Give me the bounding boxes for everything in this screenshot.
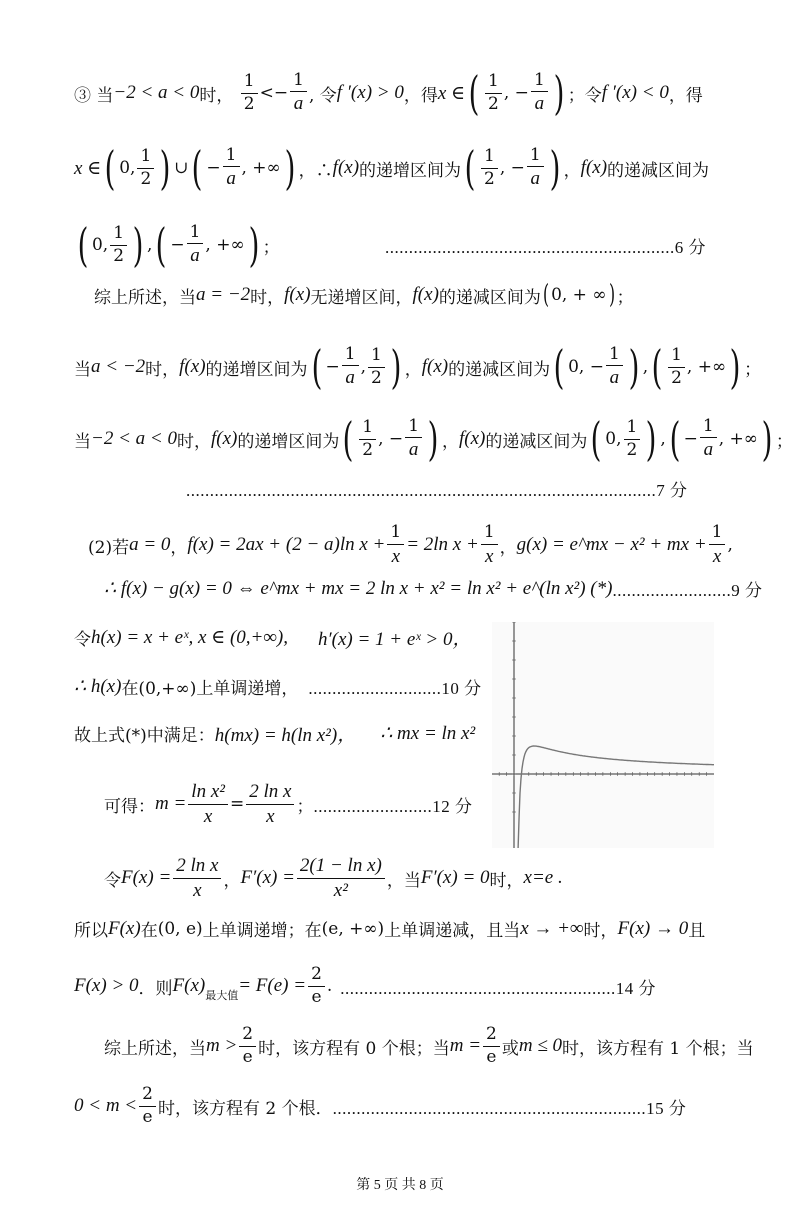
- line-F-max: F(x) > 0．则F(x)最大值= F(e) = $\frac{2}{e}$ . ..........................................................14 分: [74, 964, 657, 1007]
- line-summary-case3: 当−2 < a < 0时，f(x)的递增区间为( $\frac{1}{2}$ , − $\frac{1}{a}$ ) ，f(x)的递减区间为( 0, $\frac{1}{2}$ ) ,( − $\frac{1}{a}$ , +∞) ；: [74, 412, 793, 466]
- line-h-def: 令h(x) = x + eˣ, x ∈ (0,+∞), h′(x) = 1 + eˣ > 0，: [74, 627, 472, 650]
- line-F-monotone: 所以F(x)在(0, e)上单调递增；在(e, +∞)上单调递减，且当x → +∞时，F(x) → 0且: [74, 917, 706, 941]
- score-6: .............................................................6 分: [384, 237, 706, 257]
- line-equivalence: ∴ f(x) − g(x) = 0 ⇔ e^mx + mx = 2 ln x + x² = ln x² + e^(ln x²) (*).........................9 分: [104, 578, 763, 600]
- line-conclusion-1: 综上所述，当m > $\frac{2}{e}$ 时，该方程有 0 个根；当m = $\frac{2}{e}$ 或m ≤ 0时，该方程有 1 个根；当: [104, 1024, 754, 1067]
- score-15: ..................................................................15 分: [332, 1098, 687, 1118]
- score-9: .........................9 分: [612, 581, 763, 600]
- line-summary-a-neg2: 综上所述，当a = −2时，f(x)无递增区间，f(x)的递减区间为( 0, + ∞) ；: [94, 280, 634, 310]
- fraction-one-over-a: $\frac{1}{a}$: [290, 72, 307, 115]
- score-14: ..........................................................14 分: [340, 978, 657, 998]
- line-score-7: [186, 476, 800, 528]
- line-h-equal: 故上式(*)中满足：h(mx) = h(ln x²)， ∴ mx = ln x²: [74, 723, 476, 746]
- line-case3-intro: ③ 当−2 < a < 0时， $\frac{1}{2}$ <− $\frac{1}{a}$ , 令f ′(x) > 0，得x ∈( $\frac{1}{2}$ , − $\frac{1}{a}$ )；令f ′(x) < 0，得: [74, 66, 703, 120]
- line-F-def: 令F(x) = $\frac{\text{2 ln x}}{x}$ ，F′(x) = $\frac{\text{2(1 − ln x)}}{\text{x²}}$ ，当F′(x) = 0时，x=e .: [104, 855, 563, 901]
- line-summary-a-lt-neg2: 当a < −2时，f(x)的递增区间为( − $\frac{1}{a}$ , $\frac{1}{2}$ ) ，f(x)的递减区间为( 0, − $\frac{1}{a}$ ) ,( $\frac{1}{2}$ , +∞) ；: [74, 340, 762, 394]
- line-case3-dec: ( 0, $\frac{1}{2}$ ) ,( − $\frac{1}{a}$ , +∞) ； .............................................................6 分: [77, 218, 706, 272]
- line-m-expr: 可得：m = $\frac{\text{ln x²}}{x}$ = $\frac{\text{2 ln x}}{x}$ ；.........................12 分: [104, 781, 473, 827]
- page-footer: 第 5 页 共 8 页: [356, 1178, 444, 1193]
- function-graph: [492, 622, 714, 848]
- line-part2-def: (2)若a = 0，f(x) = 2ax + (2 − a)ln x + $\frac{1}{x}$ = 2ln x + $\frac{1}{x}$ ，g(x) = e^mx − x² + mx + $\frac{1}{x}$ ,: [88, 522, 733, 567]
- score-10: ............................10 分: [308, 679, 482, 698]
- line-case3-intervals: x ∈( 0, $\frac{1}{2}$ ) ∪( − $\frac{1}{a}$ , +∞) ，∴f(x)的递增区间为( $\frac{1}{2}$ , − $\frac{1}{a}$ ) ，f(x)的递减区间为: [74, 141, 710, 195]
- fraction-half: $\frac{1}{2}$: [241, 73, 258, 114]
- score-7: ...................................................................................................7 分: [186, 481, 688, 500]
- line-conclusion-2: 0 < m < $\frac{2}{e}$ 时，该方程有 2 个根．..................................................................15 分: [74, 1084, 687, 1127]
- line-h-increasing: ∴ h(x)在(0,+∞)上单调递增， ............................10 分: [74, 676, 482, 699]
- score-12: .........................12 分: [313, 796, 473, 816]
- graph-background: [492, 622, 714, 848]
